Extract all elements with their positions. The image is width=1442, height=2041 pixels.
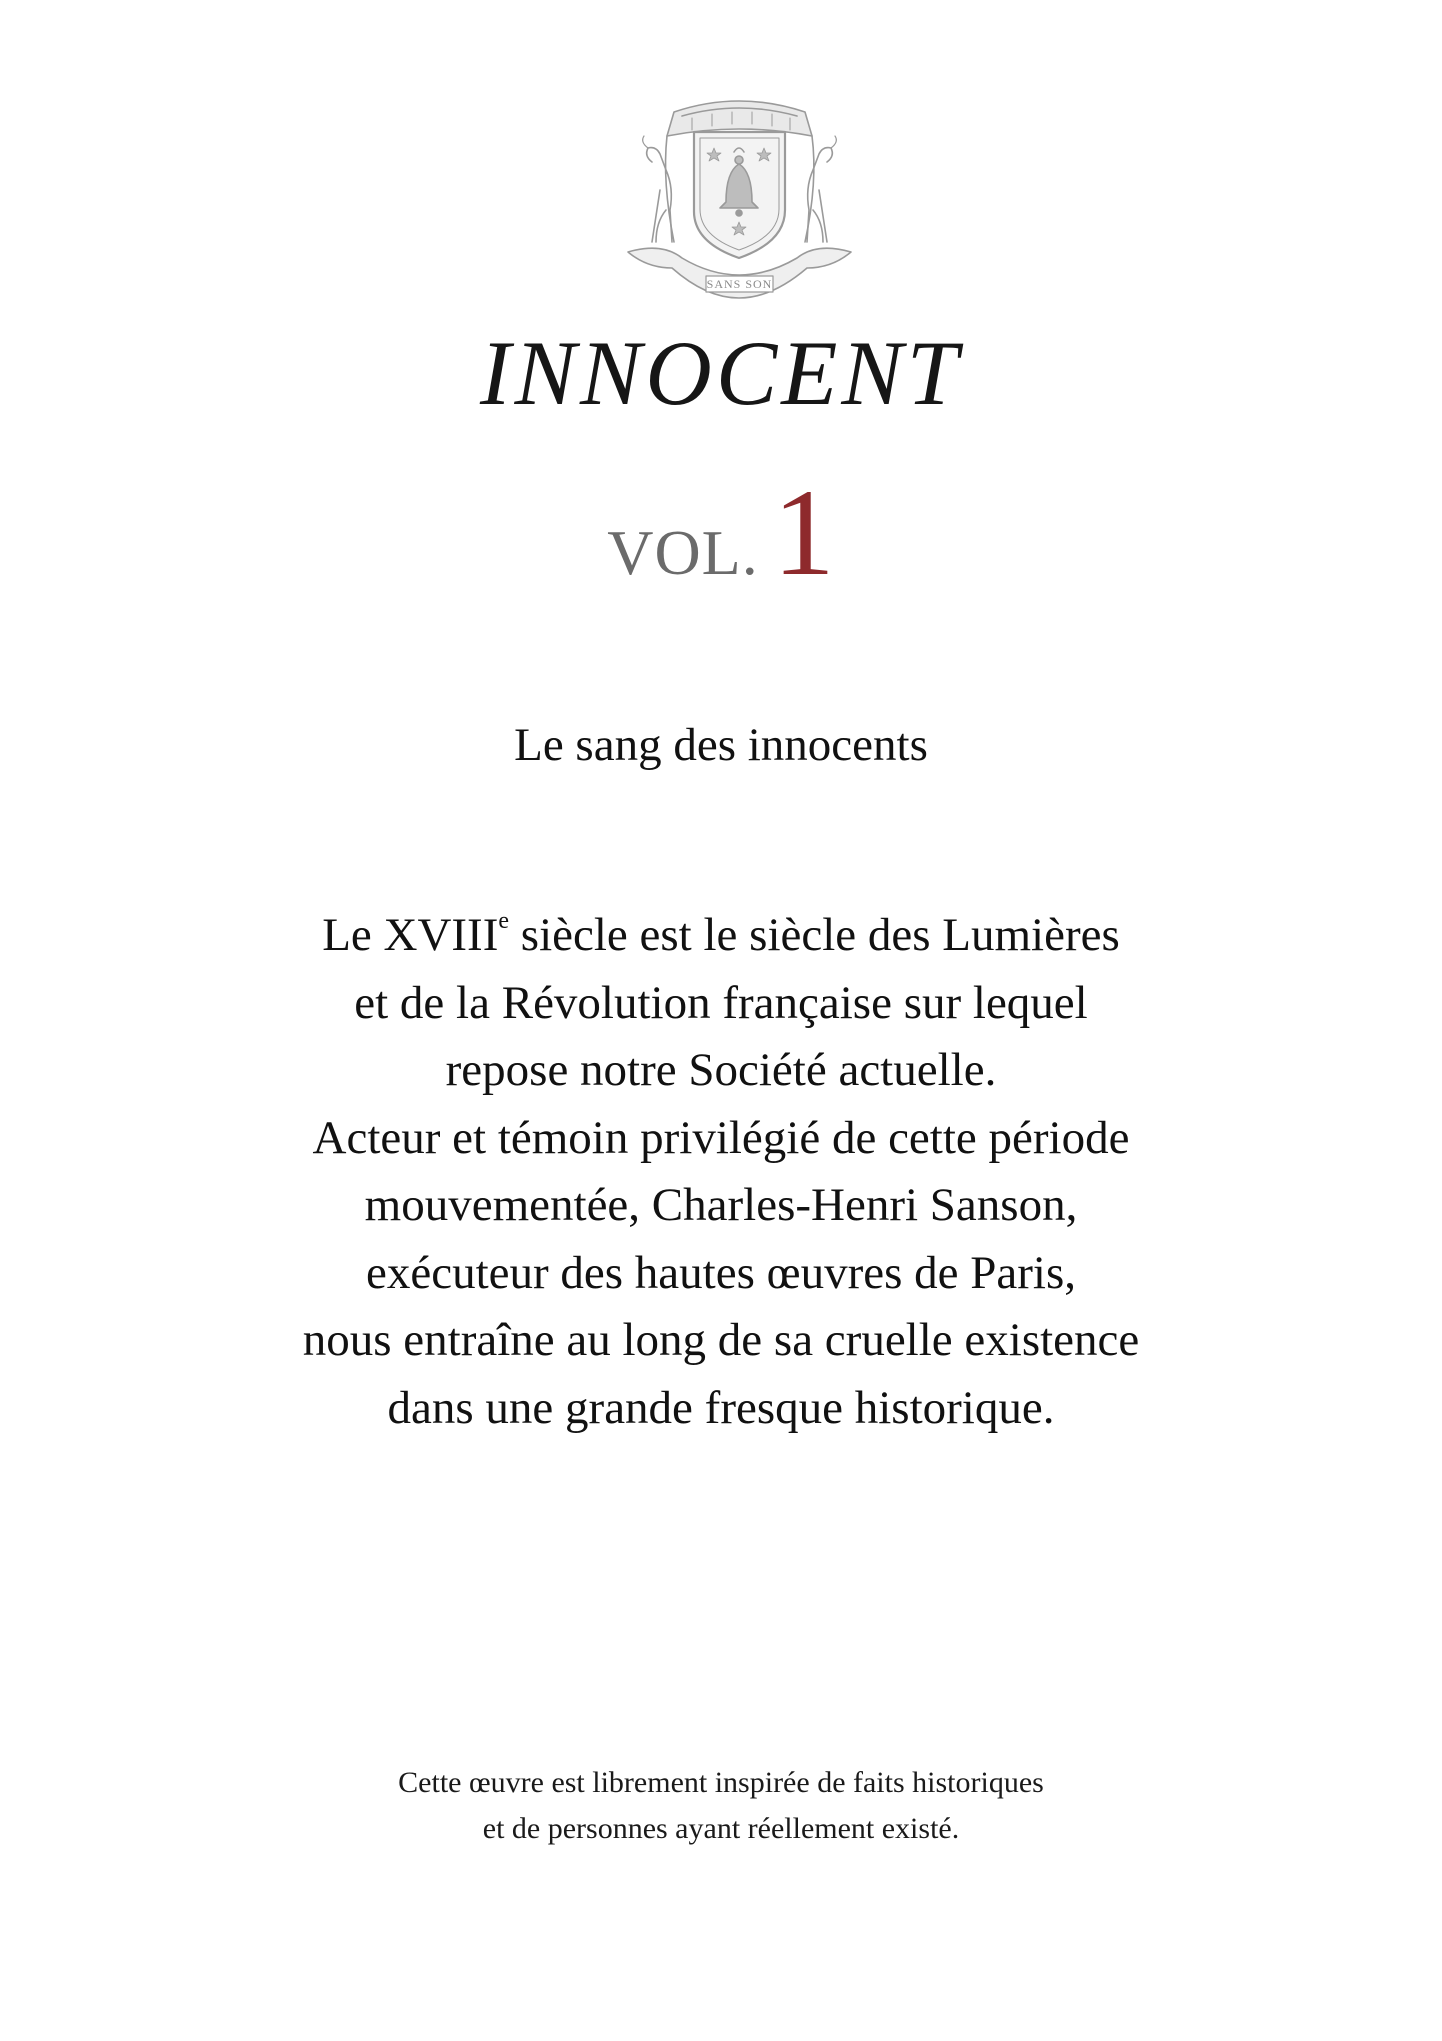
disclaimer-line: et de personnes ayant réellement existé.: [482, 1812, 960, 1845]
disclaimer-note: [0, 1760, 1442, 1852]
summary-text: siècle est le siècle des Lumières: [509, 909, 1120, 961]
century-superscript: e: [498, 908, 510, 934]
volume-number: 1: [772, 464, 835, 601]
crest-motto: SANS SON: [706, 277, 773, 291]
summary-line: repose notre Société actuelle.: [445, 1044, 997, 1096]
summary-line: [0, 902, 1442, 970]
summary-line: nous entraîne au long de sa cruelle existence: [302, 1314, 1140, 1366]
disclaimer-line: Cette œuvre est librement inspirée de faits historiques: [398, 1766, 1044, 1799]
coat-of-arms-crest: [622, 92, 857, 304]
summary-line: Acteur et témoin privilégié de cette période: [312, 1111, 1130, 1164]
summary-line: et de la Révolution française sur lequel: [354, 976, 1088, 1029]
summary-line: mouvementée, Charles-Henri Sanson,: [364, 1179, 1078, 1231]
book-subtitle: Le sang des innocents: [514, 719, 928, 771]
summary-line: exécuteur des hautes œuvres de Paris,: [366, 1246, 1076, 1299]
volume-label: VOL.: [607, 517, 759, 588]
summary-text: Le XVIII: [322, 909, 499, 961]
summary-paragraph: [0, 902, 1442, 1442]
book-title: INNOCENT: [480, 322, 962, 424]
summary-line: dans une grande fresque historique.: [387, 1381, 1055, 1434]
volume-heading: [0, 464, 1442, 635]
